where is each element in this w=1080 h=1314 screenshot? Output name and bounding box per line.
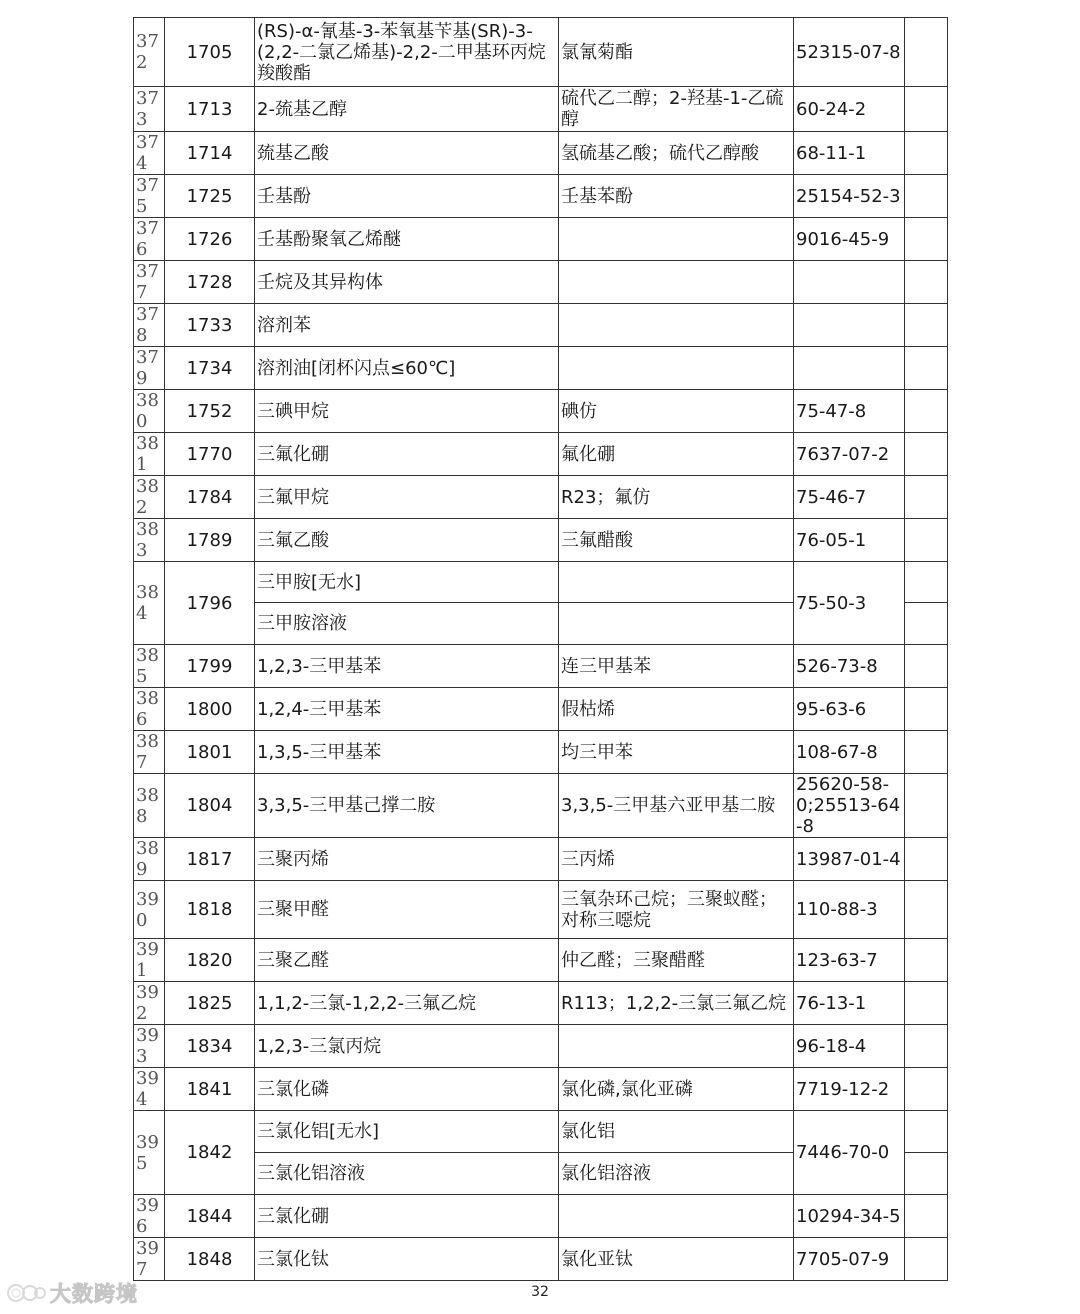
table-row [134,645,948,688]
remark-cell [905,1111,948,1153]
seq-cell: 373 [134,87,165,132]
seq-cell: 384 [134,562,165,645]
name-cell: 1,2,3-三氯丙烷 [255,1025,559,1068]
cas-cell: 7446-70-0 [794,1111,905,1195]
alias-cell: 氢硫基乙酸；硫代乙醇酸 [559,132,794,175]
alias-cell: 3,3,5-三甲基六亚甲基二胺 [559,774,794,838]
number-cell: 1770 [165,433,255,476]
number-cell: 1752 [165,390,255,433]
name-cell: 巯基乙酸 [255,132,559,175]
watermark [6,1278,138,1308]
alias-cell: 氯化铝 [559,1111,794,1153]
alias-cell: 三丙烯 [559,838,794,881]
remark-cell [905,261,948,304]
number-cell: 1728 [165,261,255,304]
alias-cell: 壬基苯酚 [559,175,794,218]
name-cell: 三聚甲醛 [255,881,559,939]
seq-cell: 386 [134,688,165,731]
remark-cell [905,1025,948,1068]
name-cell: 3,3,5-三甲基己撑二胺 [255,774,559,838]
name-cell: 三氯化铝溶液 [255,1153,559,1195]
seq-cell: 396 [134,1195,165,1238]
number-cell: 1801 [165,731,255,774]
number-cell: 1844 [165,1195,255,1238]
table-row [134,1195,948,1238]
seq-cell: 387 [134,731,165,774]
remark-cell [905,519,948,562]
name-cell: 三聚丙烯 [255,838,559,881]
alias-cell: 碘仿 [559,390,794,433]
seq-cell: 385 [134,645,165,688]
number-cell: 1713 [165,87,255,132]
seq-cell: 380 [134,390,165,433]
table-body [134,18,948,1281]
name-cell: 三甲胺溶液 [255,603,559,645]
cas-cell: 96-18-4 [794,1025,905,1068]
remark-cell [905,688,948,731]
table-row [134,304,948,347]
cas-cell: 9016-45-9 [794,218,905,261]
cas-cell: 76-13-1 [794,982,905,1025]
number-cell: 1726 [165,218,255,261]
remark-cell [905,774,948,838]
cas-cell: 10294-34-5 [794,1195,905,1238]
alias-cell [559,603,794,645]
page-number: 32 [531,1284,549,1300]
alias-cell [559,218,794,261]
alias-cell: 氯化铝溶液 [559,1153,794,1195]
number-cell: 1789 [165,519,255,562]
cas-cell: 68-11-1 [794,132,905,175]
seq-cell: 383 [134,519,165,562]
number-cell: 1734 [165,347,255,390]
alias-cell: 三氟醋酸 [559,519,794,562]
name-cell: 1,2,3-三甲基苯 [255,645,559,688]
name-cell: 壬烷及其异构体 [255,261,559,304]
name-cell: 三甲胺[无水] [255,562,559,603]
alias-cell: 连三甲基苯 [559,645,794,688]
remark-cell [905,1238,948,1281]
remark-cell [905,476,948,519]
seq-cell: 382 [134,476,165,519]
cas-cell: 95-63-6 [794,688,905,731]
name-cell: 壬基酚 [255,175,559,218]
cas-cell: 7719-12-2 [794,1068,905,1111]
alias-cell: 氯氰菊酯 [559,18,794,87]
seq-cell: 376 [134,218,165,261]
cas-cell: 25154-52-3 [794,175,905,218]
seq-cell: 381 [134,433,165,476]
remark-cell [905,881,948,939]
seq-cell: 379 [134,347,165,390]
cas-cell: 52315-07-8 [794,18,905,87]
remark-cell [905,433,948,476]
name-cell: 三氯化磷 [255,1068,559,1111]
table-row [134,688,948,731]
cas-cell: 75-50-3 [794,562,905,645]
alias-cell: R113；1,2,2-三氯三氟乙烷 [559,982,794,1025]
number-cell: 1820 [165,939,255,982]
chemical-table [133,17,948,1281]
alias-cell: 氟化硼 [559,433,794,476]
number-cell: 1725 [165,175,255,218]
table-row [134,562,948,603]
number-cell: 1842 [165,1111,255,1195]
seq-cell: 389 [134,838,165,881]
number-cell: 1848 [165,1238,255,1281]
cas-cell [794,304,905,347]
remark-cell [905,87,948,132]
number-cell: 1841 [165,1068,255,1111]
remark-cell [905,645,948,688]
cas-cell: 75-47-8 [794,390,905,433]
number-cell: 1834 [165,1025,255,1068]
remark-cell [905,390,948,433]
number-cell: 1800 [165,688,255,731]
name-cell: 2-巯基乙醇 [255,87,559,132]
remark-cell [905,1153,948,1195]
alias-cell: 硫代乙二醇；2-羟基-1-乙硫醇 [559,87,794,132]
name-cell: 三碘甲烷 [255,390,559,433]
seq-cell: 378 [134,304,165,347]
name-cell: 溶剂油[闭杯闪点≤60℃] [255,347,559,390]
remark-cell [905,939,948,982]
name-cell: 三氯化钛 [255,1238,559,1281]
number-cell: 1817 [165,838,255,881]
name-cell: 壬基酚聚氧乙烯醚 [255,218,559,261]
alias-cell [559,347,794,390]
name-cell: (RS)-α-氰基-3-苯氧基苄基(SR)-3-(2,2-二氯乙烯基)-2,2-二甲基环丙烷羧酸酯 [255,18,559,87]
number-cell: 1714 [165,132,255,175]
table-row [134,982,948,1025]
remark-cell [905,982,948,1025]
table-row [134,218,948,261]
seq-cell: 393 [134,1025,165,1068]
alias-cell [559,1025,794,1068]
cas-cell: 13987-01-4 [794,838,905,881]
name-cell: 1,3,5-三甲基苯 [255,731,559,774]
name-cell: 三氟乙酸 [255,519,559,562]
seq-cell: 390 [134,881,165,939]
remark-cell [905,1195,948,1238]
table-row [134,132,948,175]
table-row [134,1111,948,1153]
table-row [134,881,948,939]
seq-cell: 392 [134,982,165,1025]
name-cell: 1,1,2-三氯-1,2,2-三氟乙烷 [255,982,559,1025]
alias-cell: 仲乙醛；三聚醋醛 [559,939,794,982]
remark-cell [905,731,948,774]
table-row [134,774,948,838]
remark-cell [905,304,948,347]
cas-cell: 526-73-8 [794,645,905,688]
table-row [134,1238,948,1281]
name-cell: 三氯化硼 [255,1195,559,1238]
cas-cell: 108-67-8 [794,731,905,774]
table-row [134,433,948,476]
cas-cell: 25620-58-0;25513-64-8 [794,774,905,838]
table-row [134,390,948,433]
cas-cell: 76-05-1 [794,519,905,562]
name-cell: 三氟化硼 [255,433,559,476]
cas-cell: 7705-07-9 [794,1238,905,1281]
cas-cell: 75-46-7 [794,476,905,519]
number-cell: 1733 [165,304,255,347]
seq-cell: 391 [134,939,165,982]
remark-cell [905,18,948,87]
seq-cell: 374 [134,132,165,175]
alias-cell: 假枯烯 [559,688,794,731]
alias-cell: 均三甲苯 [559,731,794,774]
table-row [134,261,948,304]
cas-cell: 123-63-7 [794,939,905,982]
number-cell: 1705 [165,18,255,87]
seq-cell: 394 [134,1068,165,1111]
alias-cell: 氯化亚钛 [559,1238,794,1281]
name-cell: 三聚乙醛 [255,939,559,982]
table-row [134,347,948,390]
name-cell: 1,2,4-三甲基苯 [255,688,559,731]
table-row [134,87,948,132]
name-cell: 三氟甲烷 [255,476,559,519]
logo-icon [6,1281,46,1305]
alias-cell [559,304,794,347]
cas-cell [794,347,905,390]
number-cell: 1796 [165,562,255,645]
table-row [134,1025,948,1068]
seq-cell: 397 [134,1238,165,1281]
name-cell: 溶剂苯 [255,304,559,347]
alias-cell: 三氧杂环己烷；三聚蚁醛；对称三噁烷 [559,881,794,939]
number-cell: 1784 [165,476,255,519]
name-cell: 三氯化铝[无水] [255,1111,559,1153]
cas-cell: 7637-07-2 [794,433,905,476]
remark-cell [905,603,948,645]
table-row [134,175,948,218]
number-cell: 1799 [165,645,255,688]
table-row [134,18,948,87]
number-cell: 1825 [165,982,255,1025]
cas-cell: 60-24-2 [794,87,905,132]
cas-cell: 110-88-3 [794,881,905,939]
remark-cell [905,838,948,881]
number-cell: 1818 [165,881,255,939]
table-row [134,838,948,881]
table-row [134,1068,948,1111]
remark-cell [905,218,948,261]
table-row [134,476,948,519]
table-row [134,519,948,562]
seq-cell: 395 [134,1111,165,1195]
remark-cell [905,132,948,175]
alias-cell: 氯化磷,氯化亚磷 [559,1068,794,1111]
alias-cell [559,261,794,304]
table-row [134,731,948,774]
alias-cell [559,562,794,603]
seq-cell: 372 [134,18,165,87]
watermark-text: 大数跨境 [50,1282,138,1306]
seq-cell: 375 [134,175,165,218]
remark-cell [905,1068,948,1111]
seq-cell: 377 [134,261,165,304]
remark-cell [905,347,948,390]
seq-cell: 388 [134,774,165,838]
remark-cell [905,562,948,603]
alias-cell: R23；氟仿 [559,476,794,519]
alias-cell [559,1195,794,1238]
cas-cell [794,261,905,304]
table-row [134,939,948,982]
number-cell: 1804 [165,774,255,838]
remark-cell [905,175,948,218]
